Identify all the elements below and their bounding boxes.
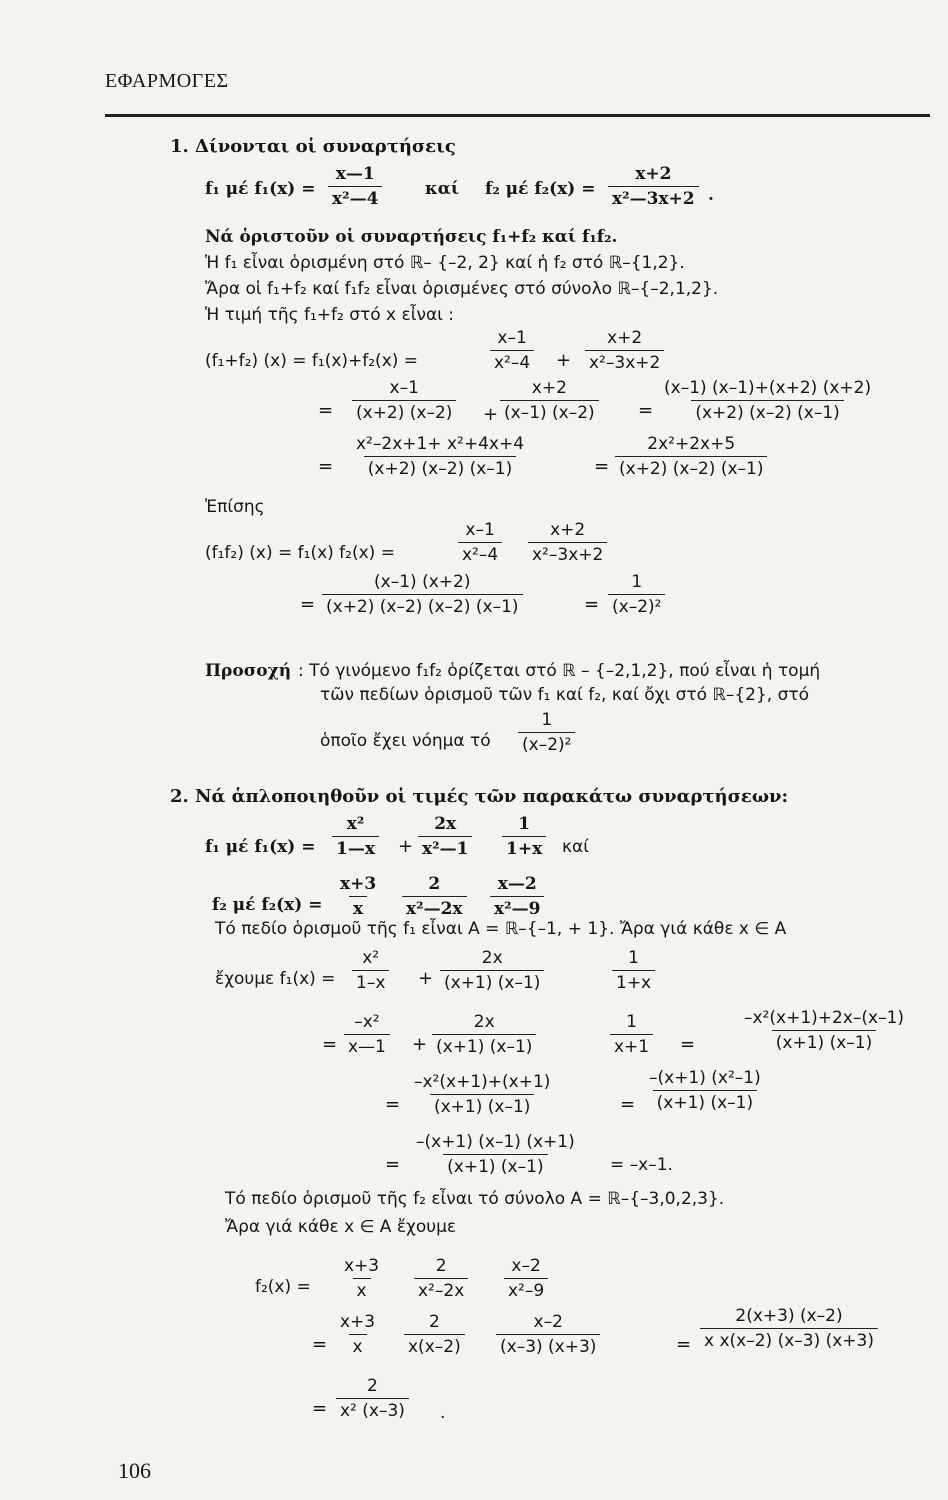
numerator: x–2 — [533, 1312, 563, 1332]
numerator: 1 — [541, 710, 553, 730]
sum-step2-fraction-b — [500, 378, 599, 423]
r4-result: = –x–1. — [610, 1155, 673, 1175]
denominator: 1—x — [332, 836, 379, 859]
plus-sign: + — [418, 968, 434, 989]
f2-definition-label: f₂ μέ f₂(x) = — [485, 179, 596, 199]
numerator: –x²(x+1)+2x–(x–1) — [744, 1008, 905, 1028]
denominator: x(x–2) — [404, 1334, 465, 1357]
numerator: x+2 — [607, 328, 643, 348]
f1-label: f₁ μέ f₁(x) = — [205, 837, 316, 857]
denominator: (x+2) (x–2) — [352, 400, 456, 423]
equals-sign: = — [680, 1034, 696, 1055]
numerator: 2x — [434, 814, 457, 834]
domain-line-1: Ἡ f₁ εἶναι ὁρισμένη στό ℝ– {–2, 2} καί ἡ f₂ στό ℝ–{1,2}. — [205, 253, 685, 273]
f2-fraction-b — [402, 874, 467, 919]
g1-fraction-b — [414, 1256, 468, 1301]
numerator: x+2 — [550, 520, 586, 540]
plus-sign: + — [398, 836, 414, 857]
numerator: 2x — [481, 948, 503, 968]
g2-fraction-c — [496, 1312, 600, 1357]
denominator: (x+2) (x–2) (x–1) — [364, 456, 516, 479]
r2-fraction-c — [610, 1012, 653, 1057]
denominator: x²—1 — [418, 836, 472, 859]
denominator: (x+1) (x–1) — [443, 1154, 547, 1177]
product-step2-fraction-b — [608, 572, 665, 617]
denominator: x²–3x+2 — [528, 542, 607, 565]
numerator: x+3 — [340, 874, 377, 894]
denominator: x²–4 — [458, 542, 502, 565]
denominator: (x–1) (x–2) — [500, 400, 599, 423]
sum-step2-fraction-a — [352, 378, 456, 423]
r3-fraction-b — [645, 1068, 765, 1113]
sum-fraction-a — [490, 328, 534, 373]
domain-line-2: Ἄρα οἱ f₁+f₂ καί f₁f₂ εἶναι ὁρισμένες στό σύνολο ℝ–{–2,1,2}. — [205, 279, 719, 299]
numerator: –(x+1) (x–1) (x+1) — [416, 1132, 575, 1152]
r2-fraction-b — [432, 1012, 536, 1057]
equals-sign: = — [312, 1334, 328, 1355]
denominator: x²—9 — [490, 896, 544, 919]
product-lhs: (f₁f₂) (x) = f₁(x) f₂(x) = — [205, 543, 395, 563]
g1-fraction-a — [340, 1256, 383, 1301]
sum-lhs: (f₁+f₂) (x) = f₁(x)+f₂(x) = — [205, 351, 419, 371]
f2-label: f₂ μέ f₂(x) = — [212, 895, 323, 915]
numerator: 2 — [428, 874, 441, 894]
exercise-1-heading: 1. Δίνονται οἱ συναρτήσεις — [170, 136, 456, 157]
denominator: x x(x–2) (x–3) (x+3) — [700, 1328, 878, 1351]
numerator: x² — [346, 814, 365, 834]
and-word: καί — [425, 179, 460, 199]
r1-fraction-a — [352, 948, 389, 993]
exercise-1-task: Νά ὁριστοῦν οἱ συναρτήσεις f₁+f₂ καί f₁f₂. — [205, 227, 618, 247]
g3-fraction — [336, 1376, 409, 1421]
product-step2-fraction-a — [322, 572, 523, 617]
numerator: 2x²+2x+5 — [647, 434, 736, 454]
g-label: f₂(x) = — [255, 1277, 311, 1297]
g1-fraction-c — [504, 1256, 548, 1301]
numerator: x+2 — [531, 378, 567, 398]
denominator: (x+1) (x–1) — [432, 1034, 536, 1057]
value-line: Ἡ τιμή τῆς f₁+f₂ στό x εἶναι : — [205, 305, 455, 325]
note-fraction — [518, 710, 575, 755]
numerator: x–1 — [497, 328, 527, 348]
equals-sign: = — [312, 1398, 328, 1419]
product-fraction-b — [528, 520, 607, 565]
denominator: x²–9 — [504, 1278, 548, 1301]
denominator: (x+2) (x–2) (x–1) — [615, 456, 767, 479]
f1-definition-fraction — [328, 164, 382, 209]
note-line-1: : Τό γινόμενο f₁f₂ ὁρίζεται στό ℝ – {–2,1,2}, πού εἶναι ἡ τομή — [298, 661, 821, 681]
f2-definition-fraction — [608, 164, 699, 209]
numerator: 1 — [518, 814, 531, 834]
note-line-2: τῶν πεδίων ὁρισμοῦ τῶν f₁ καί f₂, καί ὄχι στό ℝ–{2}, στό — [320, 685, 810, 705]
numerator: x² — [362, 948, 380, 968]
denominator: x — [353, 1278, 371, 1301]
denominator: (x+1) (x–1) — [440, 970, 544, 993]
r4-fraction — [412, 1132, 579, 1177]
numerator: 2x — [473, 1012, 495, 1032]
equals-sign: = — [620, 1094, 636, 1115]
f2-fraction-c — [490, 874, 544, 919]
exercise-2-heading: 2. Νά ἁπλοποιηθοῦν οἱ τιμές τῶν παρακάτω συναρτήσεων: — [170, 786, 789, 807]
g2-fraction-b — [404, 1312, 465, 1357]
denominator: (x+2) (x–2) (x–2) (x–1) — [322, 594, 523, 617]
equals-sign: = — [594, 456, 610, 477]
equals-sign: = — [300, 594, 316, 615]
r2-fraction-d — [740, 1008, 908, 1053]
period: . — [440, 1403, 446, 1423]
denominator: 1–x — [352, 970, 389, 993]
f1-fraction-c — [502, 814, 546, 859]
denominator: x² (x–3) — [336, 1398, 409, 1421]
denominator: x²—3x+2 — [608, 186, 699, 209]
numerator: 2 — [428, 1312, 440, 1332]
g2-fraction-d — [700, 1306, 878, 1351]
have-f2: Ἄρα γιά κάθε x ∈ A ἔχουμε — [225, 1217, 457, 1237]
numerator: –(x+1) (x²–1) — [649, 1068, 761, 1088]
numerator: (x–1) (x+2) — [374, 572, 471, 592]
sum-step2-fraction-c — [660, 378, 875, 423]
numerator: 2 — [367, 1376, 378, 1396]
equals-sign: = — [676, 1334, 692, 1355]
numerator: x+3 — [340, 1312, 376, 1332]
denominator: x+1 — [610, 1034, 653, 1057]
numerator: –x²(x+1)+(x+1) — [414, 1072, 551, 1092]
equals-sign: = — [318, 456, 334, 477]
numerator: x+3 — [344, 1256, 380, 1276]
product-fraction-a — [458, 520, 502, 565]
denominator: (x+1) (x–1) — [653, 1090, 757, 1113]
denominator: x²—4 — [328, 186, 382, 209]
equals-sign: = — [322, 1034, 338, 1055]
denominator: (x+1) (x–1) — [772, 1030, 876, 1053]
numerator: x+2 — [635, 164, 672, 184]
have-f1: ἔχουμε f₁(x) = — [215, 969, 336, 989]
r1-fraction-c — [612, 948, 655, 993]
denominator: x²–3x+2 — [585, 350, 664, 373]
numerator: x–2 — [511, 1256, 541, 1276]
sum-step3-fraction-a — [352, 434, 528, 479]
header-rule — [105, 114, 930, 117]
r3-fraction-a — [410, 1072, 554, 1117]
denominator: (x+1) (x–1) — [430, 1094, 534, 1117]
numerator: x²–2x+1+ x²+4x+4 — [356, 434, 525, 454]
equals-sign: = — [385, 1154, 401, 1175]
running-head: ΕΦΑΡΜΟΓΕΣ — [105, 70, 229, 92]
denominator: x²–2x — [414, 1278, 468, 1301]
r2-fraction-a — [344, 1012, 390, 1057]
and-word: καί — [562, 837, 589, 857]
equals-sign: = — [385, 1094, 401, 1115]
denominator: 1+x — [612, 970, 655, 993]
period: . — [708, 185, 714, 205]
denominator: 1+x — [502, 836, 546, 859]
denominator: (x+2) (x–2) (x–1) — [691, 400, 843, 423]
numerator: 1 — [631, 572, 643, 592]
equals-sign: = — [584, 594, 600, 615]
numerator: 2(x+3) (x–2) — [735, 1306, 843, 1326]
denominator: x — [349, 896, 367, 919]
denominator: (x–3) (x+3) — [496, 1334, 600, 1357]
numerator: 2 — [435, 1256, 447, 1276]
denominator: (x–2)² — [518, 732, 575, 755]
numerator: x–1 — [389, 378, 419, 398]
f1-fraction-b — [418, 814, 472, 859]
also-word: Ἐπίσης — [205, 497, 265, 517]
note-line-3: ὁποῖο ἔχει νόημα τό — [320, 731, 491, 751]
numerator: x—1 — [335, 164, 375, 184]
f1-definition-label: f₁ μέ f₁(x) = — [205, 179, 316, 199]
numerator: 1 — [628, 948, 639, 968]
numerator: x—2 — [497, 874, 537, 894]
f2-fraction-a — [336, 874, 380, 919]
f1-fraction-a — [332, 814, 379, 859]
numerator: 1 — [626, 1012, 637, 1032]
numerator: (x–1) (x–1)+(x+2) (x+2) — [664, 378, 872, 398]
denominator: (x–2)² — [608, 594, 665, 617]
numerator: –x² — [354, 1012, 380, 1032]
denominator: x²—2x — [402, 896, 467, 919]
denominator: x²–4 — [490, 350, 534, 373]
r1-fraction-b — [440, 948, 544, 993]
sum-step3-fraction-b — [615, 434, 767, 479]
denominator: x—1 — [344, 1034, 390, 1057]
equals-sign: = — [638, 400, 654, 421]
plus-sign: + — [412, 1034, 428, 1055]
note-label: Προσοχή — [205, 661, 292, 681]
plus-sign: + — [483, 404, 499, 425]
page-number: 106 — [118, 1458, 151, 1483]
domain-f1-line: Τό πεδίο ὁρισμοῦ τῆς f₁ εἶναι A = ℝ–{–1, + 1}. Ἄρα γιά κάθε x ∈ A — [215, 919, 787, 939]
equals-sign: = — [318, 400, 334, 421]
denominator: x — [349, 1334, 367, 1357]
numerator: x–1 — [465, 520, 495, 540]
domain-f2-line: Τό πεδίο ὁρισμοῦ τῆς f₂ εἶναι τό σύνολο A = ℝ–{–3,0,2,3}. — [225, 1189, 725, 1209]
plus-sign: + — [556, 350, 572, 371]
sum-fraction-b — [585, 328, 664, 373]
g2-fraction-a — [336, 1312, 379, 1357]
